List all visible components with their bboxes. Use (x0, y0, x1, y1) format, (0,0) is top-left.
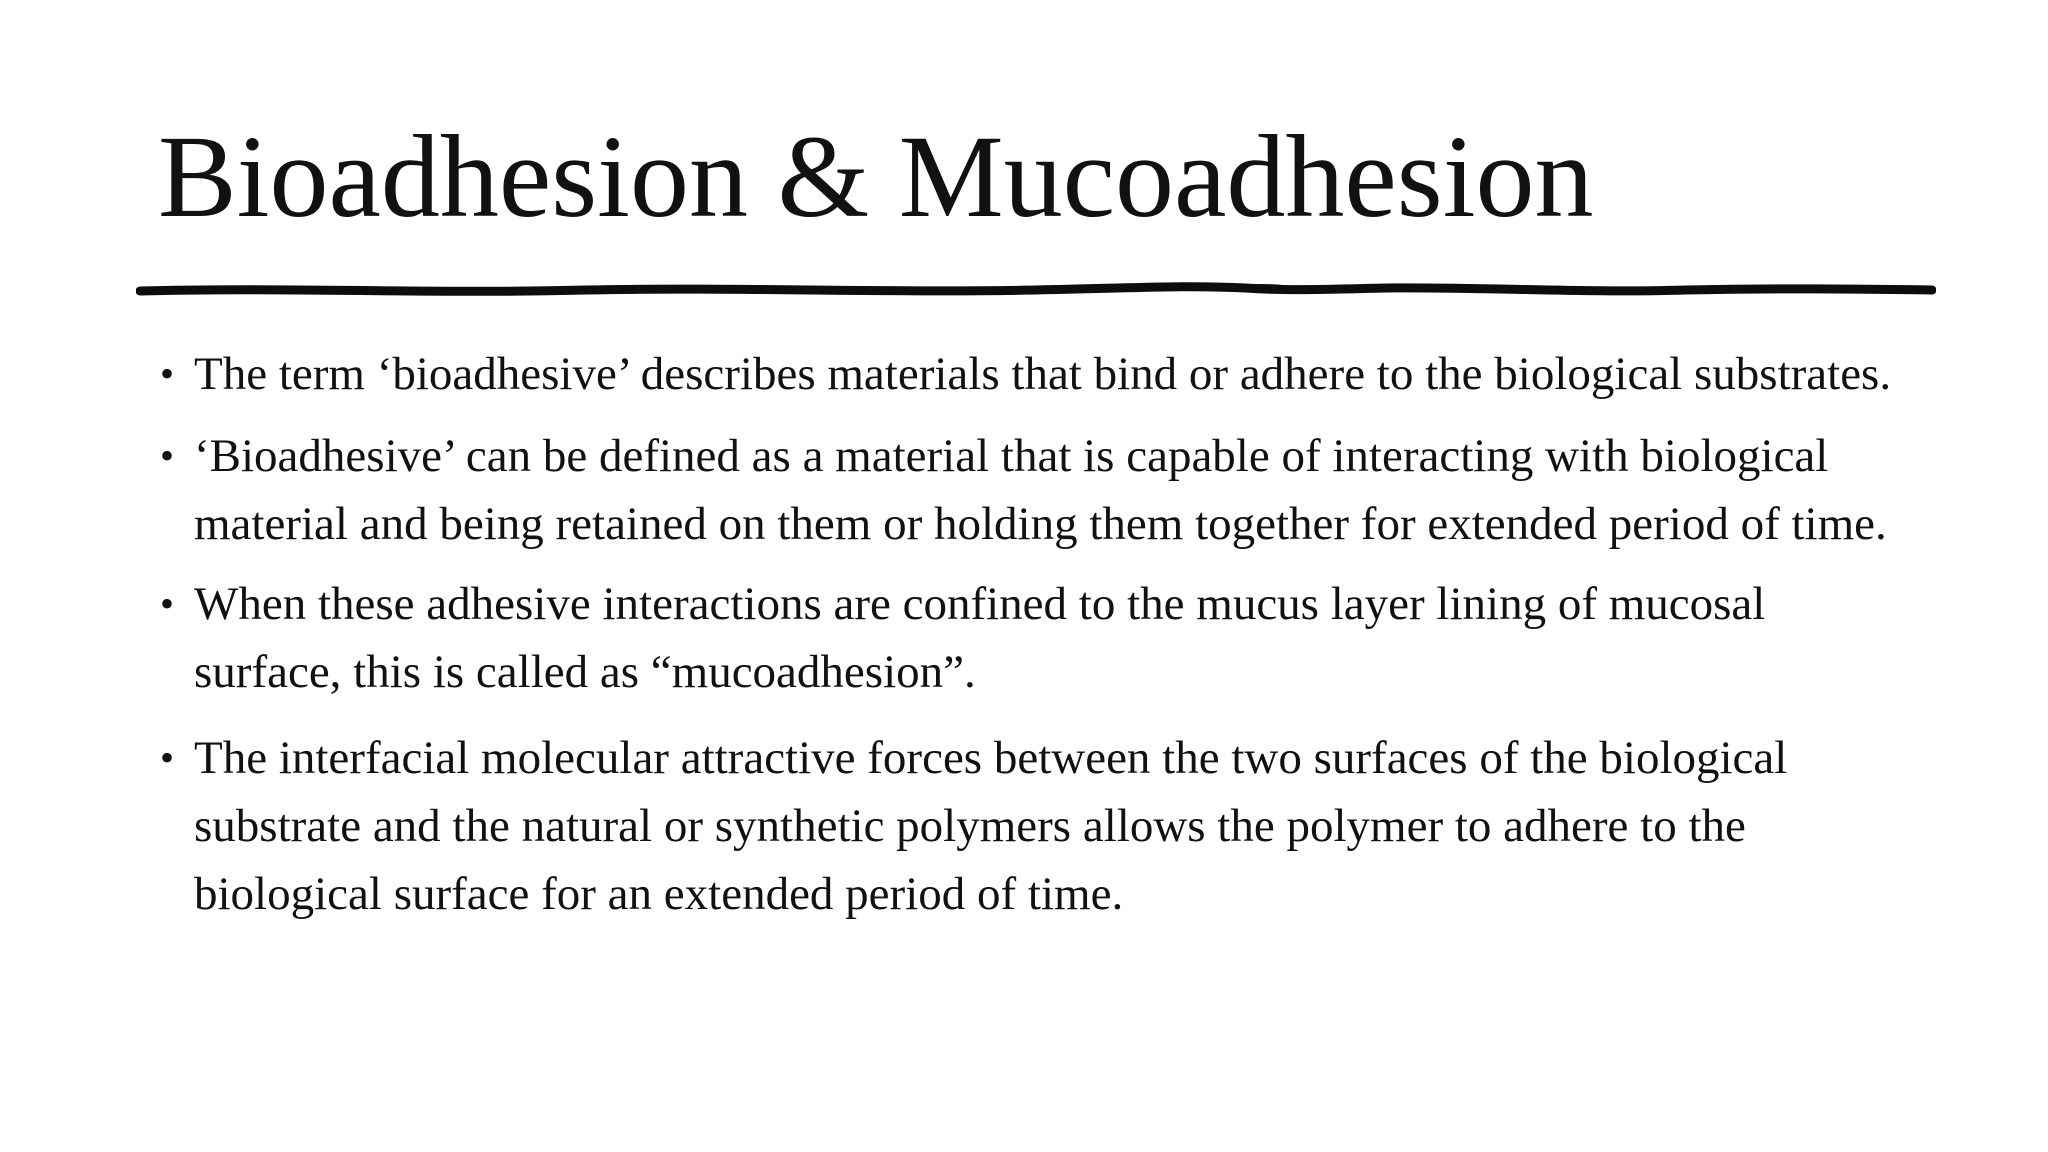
slide-title: Bioadhesion & Mucoadhesion (158, 111, 1594, 242)
bullet-item: • The interfacial molecular attractive forces between the two surfaces of the biological substrate and the natural or synthetic polymers allows the polymer to adhere to the biological surface for an extended period of time. (160, 724, 1900, 928)
bullet-list (160, 340, 1900, 928)
title-underline (136, 276, 1936, 306)
bullet-item: • ‘Bioadhesive’ can be defined as a material that is capable of interacting with biological material and being retained on them or holding them together for extended period of time. (160, 422, 1900, 558)
bullet-item: • The term ‘bioadhesive’ describes materials that bind or adhere to the biological substrates. (160, 340, 1900, 408)
bullet-item: • When these adhesive interactions are confined to the mucus layer lining of mucosal surface, this is called as “mucoadhesion”. (160, 570, 1900, 706)
